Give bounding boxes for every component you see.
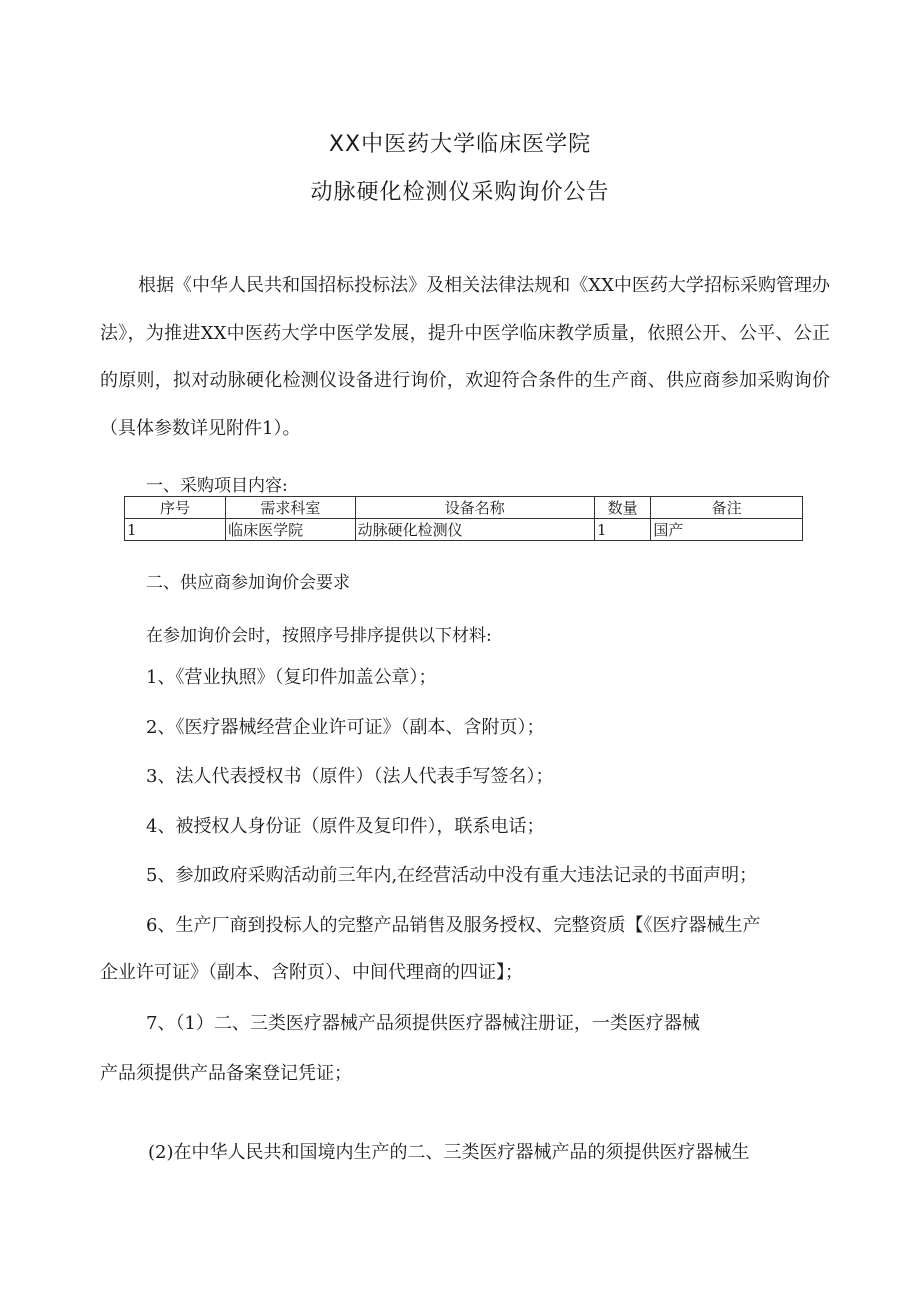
requirement-item-1: 1、《营业执照》（复印件加盖公章）；: [146, 667, 437, 688]
table-cell: 临床医学院: [226, 519, 356, 541]
section1-heading: 一、采购项目内容:: [146, 476, 288, 496]
requirement-item-7-sub2: (2)在中华人民共和国境内生产的二、三类医疗器械产品的须提供医疗器械生: [148, 1142, 750, 1163]
requirement-item-4: 4、被授权人身份证（原件及复印件），联系电话；: [146, 816, 545, 837]
requirement-item-7-line1: 7、（1）二、三类医疗器械产品须提供医疗器械注册证，一类医疗器械: [146, 1013, 700, 1034]
table-header-cell: 序号: [125, 497, 226, 519]
procurement-table: [124, 496, 803, 541]
table-header-cell: 需求科室: [226, 497, 356, 519]
table-cell: 1: [125, 519, 226, 541]
requirement-item-6-line1: 6、生产厂商到投标人的完整产品销售及服务授权、完整资质【《医疗器械生产: [146, 915, 761, 936]
document-title-line1: XX中医药大学临床医学院: [328, 132, 592, 157]
section2-intro: 在参加询价会时，按照序号排序提供以下材料:: [146, 626, 492, 646]
requirement-item-5: 5、参加政府采购活动前三年内,在经营活动中没有重大违法记录的书面声明；: [146, 865, 758, 886]
table-header-cell: 数量: [594, 497, 650, 519]
requirement-item-6-line2: 企业许可证》（副本、含附页）、中间代理商的四证】；: [100, 962, 523, 983]
table-header-row: [125, 497, 803, 519]
requirement-item-3: 3、法人代表授权书（原件）（法人代表手写签名）；: [146, 766, 554, 787]
table-cell: 动脉硬化检测仪: [355, 519, 594, 541]
document-title-line2: 动脉硬化检测仪采购询价公告: [310, 180, 610, 205]
requirement-item-7-line2: 产品须提供产品备案登记凭证；: [100, 1063, 352, 1084]
table-header-cell: 备注: [651, 497, 803, 519]
section2-heading: 二、供应商参加询价会要求: [146, 573, 350, 593]
requirement-item-2: 2、《医疗器械经营企业许可证》（副本、含附页）；: [146, 717, 545, 738]
table-row: [125, 519, 803, 541]
table-cell: 1: [594, 519, 650, 541]
table-cell: 国产: [651, 519, 803, 541]
intro-paragraph: 根据《中华人民共和国招标投标法》及相关法律法规和《XX中医药大学招标采购管理办法》，为推进XX中医药大学中医学发展，提升中医学临床教学质量，依照公开、公平、公正的原则，拟对动脉硬化检测仪设备进行询价，欢迎符合条件的生产商、供应商参加采购询价（具体参数详见附件1）。: [100, 275, 830, 439]
table-header-cell: 设备名称: [355, 497, 594, 519]
